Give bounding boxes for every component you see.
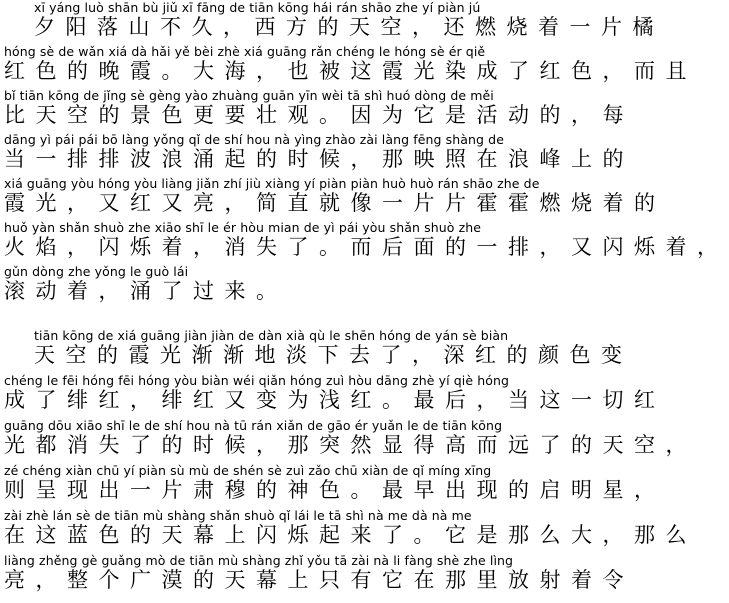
pinyin-row: zài zhè lán sè de tiān mù shàng shǎn shuò qǐ lái le tā shì nà me dà nà me xyxy=(4,508,472,523)
text-line xyxy=(4,373,666,413)
hanzi-row: 滚动着，涌了过来。 xyxy=(4,279,288,303)
text-line xyxy=(4,418,697,458)
hanzi-row: 成了绯红，绯红又变为浅红。最后，当这一切红 xyxy=(4,388,666,412)
pinyin-row: dāng yì pái pái bō làng yǒng qǐ de shí hou nà yìng zhào zài làng fēng shàng de xyxy=(4,132,504,147)
text-line xyxy=(4,132,634,172)
hanzi-row: 火焰，闪烁着，消失了。而后面的一排，又闪烁着， xyxy=(4,235,729,259)
pinyin-row: huǒ yàn shǎn shuò zhe xiāo shī le ér hòu mian de yì pái yòu shǎn shuò zhe xyxy=(4,220,482,235)
pinyin-row: tiān kōng de xiá guāng jiàn jiàn de dàn xià qù le shēn hóng de yán sè biàn xyxy=(34,328,509,343)
hanzi-row: 光都消失了的时候，那突然显得高而远了的天空， xyxy=(4,433,697,457)
text-line xyxy=(4,264,618,304)
text-line xyxy=(4,508,697,548)
hanzi-row: 当一排排波浪涌起的时候，那映照在浪峰上的 xyxy=(4,147,634,171)
pinyin-row: chéng le fēi hóng fēi hóng yòu biàn wéi qiǎn hóng zuì hòu dāng zhè yí qiè hóng xyxy=(4,373,510,388)
hanzi-row: 在这蓝色的天幕上闪烁起来了。它是那么大，那么 xyxy=(4,523,697,547)
pinyin-row: gǔn dòng zhe yǒng le guò lái xyxy=(4,264,189,279)
text-line xyxy=(4,553,634,593)
pinyin-row: xī yáng luò shān bù jiǔ xī fāng de tiān kōng hái rán shāo zhe yí piàn jú xyxy=(34,0,481,15)
text-line xyxy=(4,0,664,40)
pinyin-row: bǐ tiān kōng de jǐng sè gèng yào zhuàng guān yīn wèi tā shì huó dòng de měi xyxy=(4,88,494,103)
pinyin-row: hóng sè de wǎn xiá dà hǎi yě bèi zhè xiá guāng rǎn chéng le hóng sè ér qiě xyxy=(4,44,486,59)
pinyin-row: xiá guāng yòu hóng yòu liàng jiǎn zhí jiù xiàng yí piàn piàn huò huò rán shāo zhe de xyxy=(4,176,540,191)
text-line xyxy=(4,463,666,503)
pinyin-row: liàng zhěng gè guǎng mò de tiān mù shàng zhǐ yǒu tā zài nà li fàng shè zhe lìng xyxy=(4,553,514,568)
text-line xyxy=(4,176,666,216)
hanzi-row: 比天空的景色更要壮观。因为它是活动的，每 xyxy=(4,103,634,127)
text-line xyxy=(4,328,633,368)
hanzi-row: 霞光，又红又亮，简直就像一片片霍霍燃烧着的 xyxy=(4,191,666,215)
text-line xyxy=(4,88,634,128)
hanzi-row: 夕阳落山不久，西方的天空，还燃烧着一片橘 xyxy=(34,15,664,39)
hanzi-row: 亮，整个广漠的天幕上只有它在那里放射着令 xyxy=(4,568,634,592)
pinyin-row: zé chéng xiàn chū yí piàn sù mù de shén sè zuì zǎo chū xiàn de qǐ míng xīng xyxy=(4,463,492,478)
hanzi-row: 则呈现出一片肃穆的神色。最早出现的启明星， xyxy=(4,478,666,502)
text-line xyxy=(4,220,729,260)
text-line xyxy=(4,44,697,84)
hanzi-row: 红色的晚霞。大海，也被这霞光染成了红色，而且 xyxy=(4,59,697,83)
pinyin-row: guāng dōu xiāo shī le de shí hou nà tū rán xiǎn de gāo ér yuǎn le de tiān kōng xyxy=(4,418,503,433)
hanzi-row: 天空的霞光渐渐地淡下去了，深红的颜色变 xyxy=(34,343,633,367)
